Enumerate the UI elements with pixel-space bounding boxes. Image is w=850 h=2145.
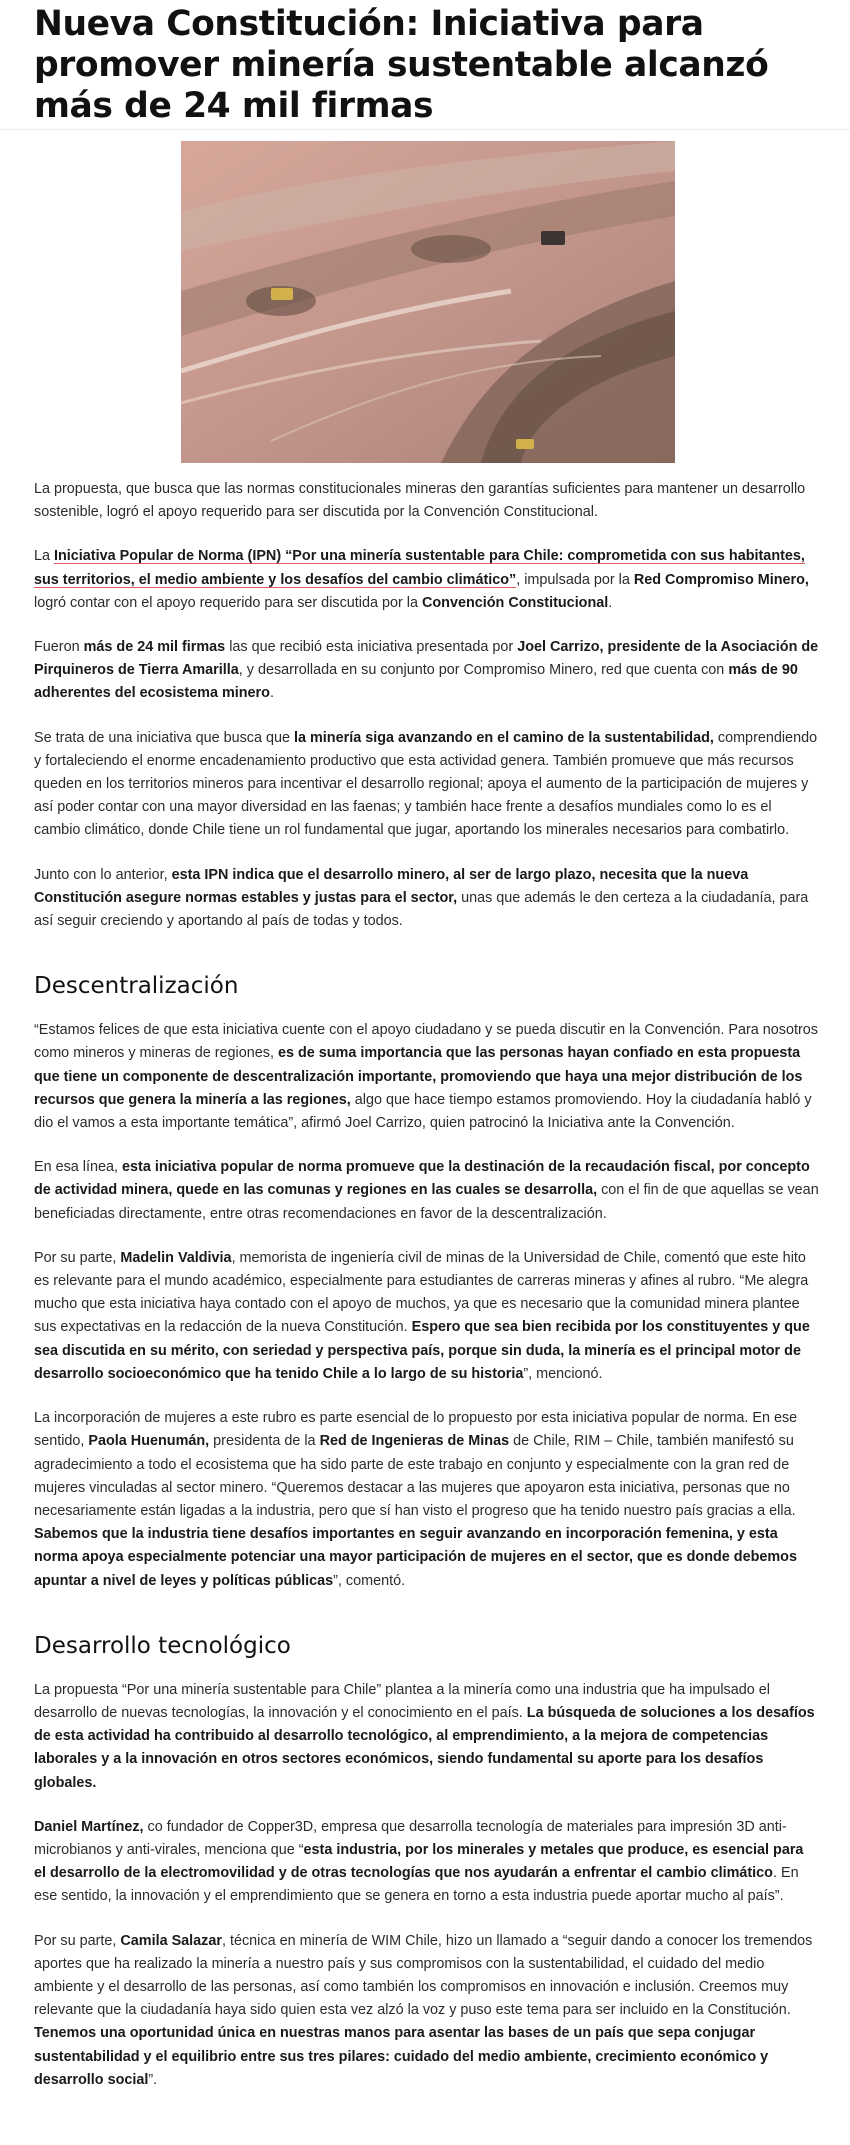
text-run: presidenta de la (209, 1433, 320, 1450)
text-run: logró contar con el apoyo requerido para ser discutida por la (34, 594, 422, 611)
article-title: Nueva Constitución: Iniciativa para promover minería sustentable alcanzó más de 24 mil firmas (34, 4, 769, 126)
bold-text: Convención Constitucional (421, 594, 609, 611)
article-paragraph (34, 864, 819, 934)
text-run: Junto con lo anterior, (34, 866, 172, 883)
open-pit-mine-aerial-icon (181, 141, 675, 463)
text-run: . (269, 685, 274, 702)
bold-text: más de 90 adherentes del ecosistema minero (34, 662, 798, 702)
ipn-highlight: Iniciativa Popular de Norma (IPN) “Por una minería sustentable para Chile: comprometida con sus habitantes, sus territorios, el medio ambiente y los desafíos del cambio climático” (34, 548, 805, 588)
article-paragraph (34, 636, 819, 706)
bold-text: la minería siga avanzando en el camino de la sustentabilidad, (294, 729, 714, 746)
text-run: , impulsada por la (516, 571, 634, 588)
title-divider (0, 129, 850, 130)
section-heading: Desarrollo tecnológico (34, 1632, 291, 1659)
bold-text: La búsqueda de soluciones a los desafíos de esta actividad ha contribuido al desarrollo tecnológico, al emprendimiento, a la mejora de competencias laborales y a la innovación en otros sectores económicos, siendo fundamental su aporte para los desafíos globales. (34, 1704, 815, 1791)
bold-text: Red de Ingenieras de Minas (319, 1433, 510, 1450)
article-paragraph (34, 1019, 819, 1135)
text-run: . (608, 594, 613, 611)
article-paragraph (34, 1679, 819, 1795)
text-run: , técnica en minería de WIM Chile, hizo un llamado a “seguir dando a conocer los tremendos aportes que ha realizado la minería a nuestro país y sus compromisos con la sustentabilidad, el cuidado del medio ambiente y el desarrollo de las personas, así como también los compromisos en innovación e inclusión. Creemos muy relevante que la ciudadanía haya sido quien esta vez alzó la voz y puso este tema para ser incluido en la Constitución. (34, 1932, 813, 2019)
bold-text: Espero que sea bien recibida por los constituyentes y que sea discutida en su mérito, con seriedad y perspectiva país, porque sin duda, la minería es el principal motor de desarrollo socioeconómico que ha tenido Chile a lo largo de su historia (34, 1319, 810, 1382)
bold-text: es de suma importancia que las personas hayan confiado en esta propuesta que tiene un componente de descentralización importante, promoviendo que haya una mejor distribución de los recursos que genera la minería a las regiones, (34, 1045, 803, 1108)
text-run: La propuesta “Por una minería sustentable para Chile” plantea a la minería como una industria que ha impulsado el desarrollo de nuevas tecnologías, la innovación y el conocimiento en el país. (34, 1681, 770, 1721)
article-paragraph (34, 1247, 819, 1386)
bold-text: Paola Huenumán, (88, 1433, 210, 1450)
text-run: La incorporación de mujeres a este rubro es parte esencial de lo propuesto por esta iniciativa popular de norma. En ese sentido, (34, 1410, 798, 1450)
text-run: ”, comentó. (333, 1572, 406, 1589)
text-run: con el fin de que aquellas se vean beneficiadas directamente, entre otras recomendaciones en favor de la descentralización. (34, 1182, 819, 1222)
bold-text: esta iniciativa popular de norma promueve que la destinación de la recaudación fiscal, por concepto de actividad minera, quede en las comunas y regiones en las cuales se desarrolla, (34, 1159, 810, 1199)
bold-text: Joel Carrizo, presidente de la Asociación de Pirquineros de Tierra Amarilla (34, 639, 819, 679)
text-run: , y desarrollada en su conjunto por Compromiso Minero, red que cuenta con (238, 662, 729, 679)
text-run: La propuesta, que busca que las normas constitucionales mineras den garantías suficientes para mantener un desarrollo sostenible, logró el apoyo requerido para ser discutida por la Convención Constitucional. (34, 481, 806, 521)
text-run: La (34, 548, 55, 565)
bold-text: Sabemos que la industria tiene desafíos importantes en seguir avanzando en incorporación femenina, y esta norma apoya especialmente potenciar una mayor participación de mujeres en el sector, que es donde debemos apuntar a nivel de leyes y políticas públicas (34, 1526, 797, 1589)
text-run: unas que además le den certeza a la ciudadanía, para así seguir creciendo y aportando al país de todas y todos. (34, 889, 809, 930)
bold-text: esta industria, por los minerales y metales que produce, es esencial para el desarrollo de la electromovilidad y de otras tecnologías que nos ayudarán a enfrentar el cambio climático (34, 1841, 804, 1882)
hero-image (181, 141, 675, 463)
article-body (34, 478, 819, 2092)
text-run: En esa línea, (34, 1159, 123, 1176)
text-run: ”. (148, 2071, 158, 2088)
article-paragraph (34, 1407, 819, 1593)
article-paragraph (34, 1816, 819, 1909)
bold-text: Tenemos una oportunidad única en nuestras manos para asentar las bases de un país que sepa conjugar sustentabilidad y el equilibrio entre sus tres pilares: cuidado del medio ambiente, crecimiento económico y desarrollo social (34, 2025, 769, 2088)
article-paragraph (34, 727, 819, 843)
bold-text: más de 24 mil firmas (83, 639, 226, 656)
text-run: , memorista de ingeniería civil de minas de la Universidad de Chile, comentó que este hito es relevante para el mundo académico, especialmente para estudiantes de carreras mineras y afines al rubro. “Me alegra mucho que esta iniciativa haya contado con el apoyo de muchos, ya que es necesario que la comunidad minera plantee sus expectativas en la redacción de la nueva Constitución. (34, 1249, 809, 1336)
text-run: . En ese sentido, la innovación y el emprendimiento que se genera en torno a esta industria puede aportar mucho al país”. (34, 1865, 799, 1905)
text-run: ”, mencionó. (523, 1365, 603, 1382)
bold-text: Red Compromiso Minero, (633, 571, 809, 588)
article-paragraph (34, 545, 819, 615)
text-run: Por su parte, (34, 1249, 121, 1266)
text-run: co fundador de Copper3D, empresa que desarrolla tecnología de materiales para impresión 3D anti-microbianos y anti-virales, menciona que “ (34, 1818, 787, 1858)
text-run: comprendiendo y fortaleciendo el enorme encadenamiento productivo que esta actividad genera. También promueve que más recursos queden en los territorios mineros para incentivar el desarrollo regional; apoya el aumento de la participación de mujeres y así poder contar con una mayor diversidad en las faenas; y también hace frente a desafíos mundiales como lo es el cambio climático, donde Chile tiene un rol fundamental que jugar, aportando los minerales necesarios para combatirlo. (34, 729, 818, 839)
bold-text: esta IPN indica que el desarrollo minero, al ser de largo plazo, necesita que la nueva Constitución asegure normas estables y justas para el sector, (34, 866, 749, 906)
article-paragraph (34, 1156, 819, 1226)
article-paragraph (34, 478, 819, 524)
article-paragraph (34, 1930, 819, 2092)
bold-text: Camila Salazar (120, 1932, 222, 1949)
bold-text: Daniel Martínez, (34, 1818, 144, 1835)
text-run: Se trata de una iniciativa que busca que (34, 729, 295, 746)
text-run: “Estamos felices de que esta iniciativa cuente con el apoyo ciudadano y se pueda discutir en la Convención. Para nosotros como mineros y mineras de regiones, (34, 1022, 818, 1062)
text-run: algo que hace tiempo estamos promoviendo. Hoy la ciudadanía habló y dio el vamos a esta importante temática”, afirmó Joel Carrizo, quien patrocinó la Iniciativa ante la Convención. (34, 1091, 812, 1132)
section-heading: Descentralización (34, 973, 239, 1000)
text-run: las que recibió esta iniciativa presentada por (225, 639, 518, 656)
text-run: Fueron (34, 639, 84, 656)
text-run: Por su parte, (34, 1932, 121, 1949)
bold-text: Madelin Valdivia (120, 1249, 232, 1266)
text-run: de Chile, RIM – Chile, también manifestó su agradecimiento a todo el ecosistema que ha sido parte de este trabajo en conjunto y especialmente con la gran red de mujeres vinculadas al sector minero. “Queremos destacar a las mujeres que apoyaron esta iniciativa, personas que no necesariamente están ligadas a la industria, pero que sí han visto el progreso que ha tenido nuestro país gracias a ella. (34, 1433, 796, 1519)
